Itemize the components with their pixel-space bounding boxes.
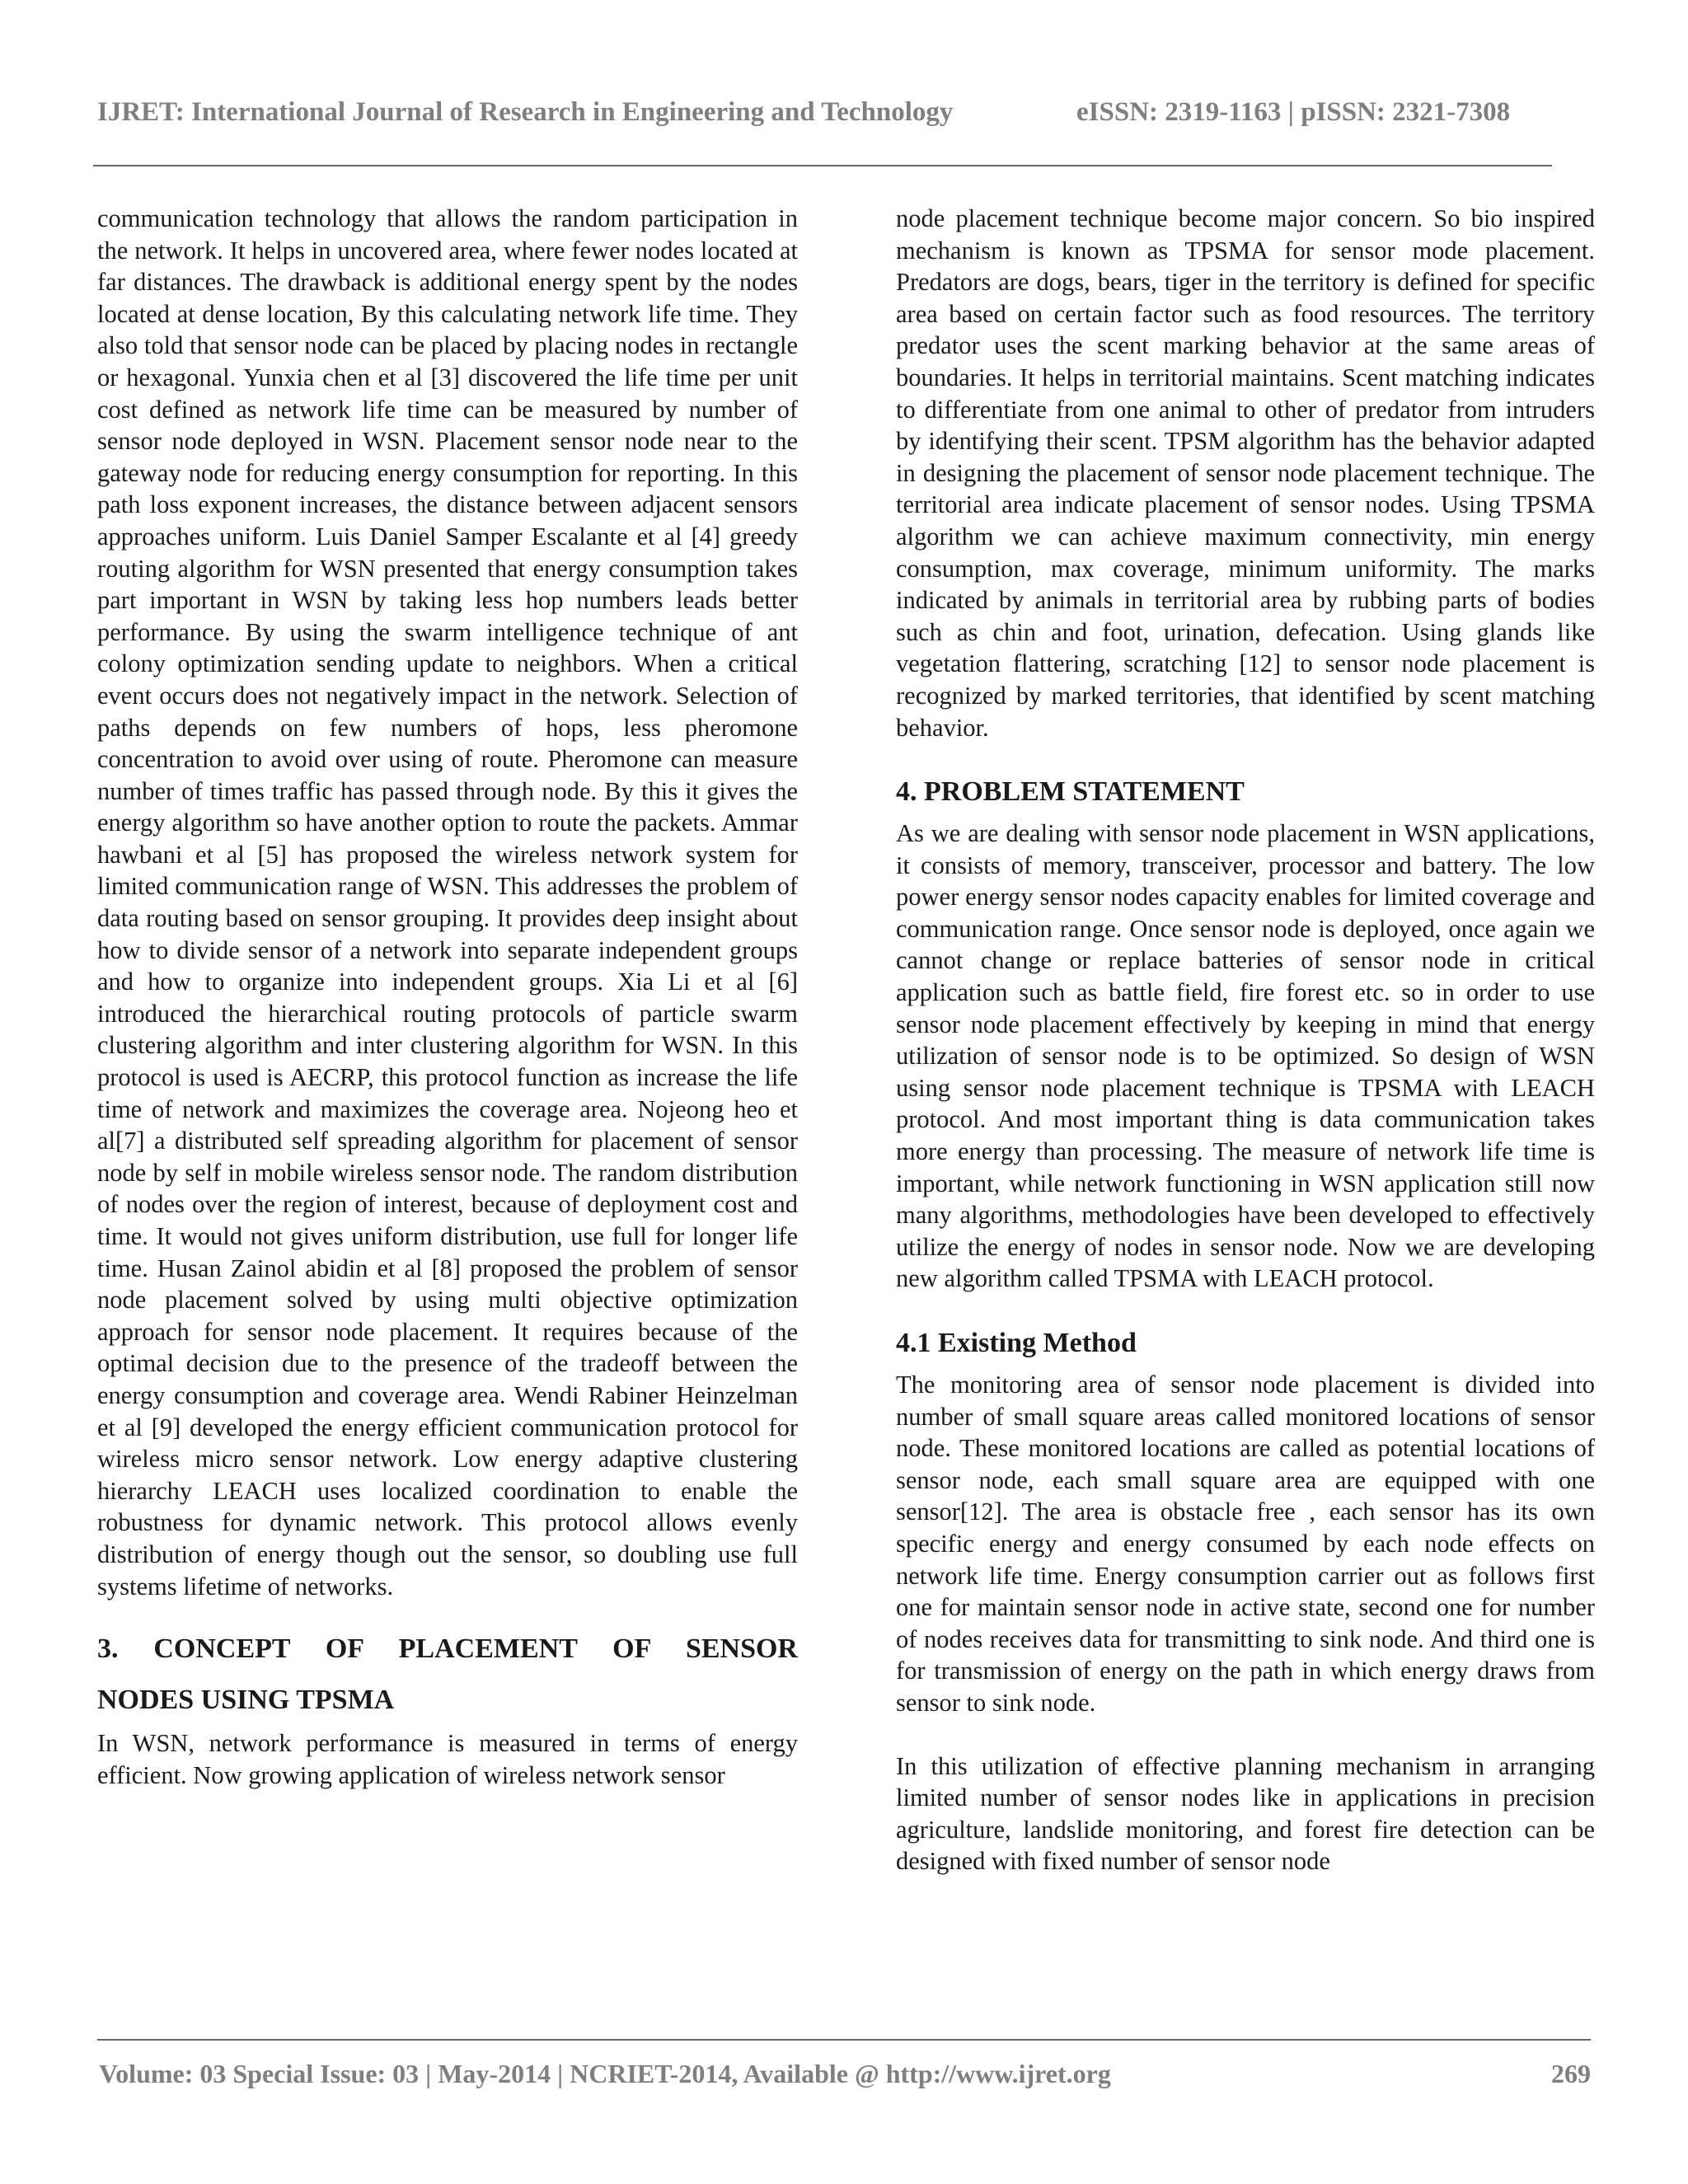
left-column xyxy=(97,203,798,1791)
page-footer xyxy=(99,2059,1591,2095)
section-4-1-paragraph-1: The monitoring area of sensor node placement is divided into number of small square areas called monitored locations of sensor node. These monitored locations are called as potential locations of sensor node, each small square area are equipped with one sensor[12]. The area is obstacle free , each sensor has its own specific energy and energy consumed by each node effects on network life time. Energy consumption carrier out as follows first one for maintain sensor node in active state, second one for number of nodes receives data for transmitting to sink node. And third one is for transmission of energy on the path in which energy draws from sensor to sink node. xyxy=(896,1371,1595,1717)
right-column xyxy=(896,203,1595,1877)
issn-info: eISSN: 2319-1163 | pISSN: 2321-7308 xyxy=(1076,97,1511,127)
journal-title: IJRET: International Journal of Research in Engineering and Technology xyxy=(97,97,954,127)
page-header xyxy=(97,97,1550,138)
section-4-paragraph: As we are dealing with sensor node placement in WSN applications, it consists of memory, transceiver, processor and battery. The low power energy sensor nodes capacity enables for limited coverage and communication range. Once sensor node is deployed, once again we cannot change or replace batteries of sensor node in critical application such as battle field, fire forest etc. so in order to use sensor node placement effectively by keeping in mind that energy utilization of sensor node is to be optimized. So design of WSN using sensor node placement technique is TPSMA with LEACH protocol. And most important thing is data communication takes more energy than processing. The measure of network life time is important, while network functioning in WSN application still now many algorithms, methodologies have been developed to effectively utilize the energy of nodes in sensor node. Now we are developing new algorithm called TPSMA with LEACH protocol. xyxy=(896,819,1595,1293)
section-3-heading-line-2: NODES USING TPSMA xyxy=(97,1685,395,1716)
page-number: 269 xyxy=(1551,2059,1591,2088)
section-4-1-paragraph-2: In this utilization of effective planning mechanism in arranging limited number of sensor nodes like in applications in precision agriculture, landslide monitoring, and forest fire detection can be designed with fixed number of sensor node xyxy=(896,1751,1595,1876)
section-3-paragraph: In WSN, network performance is measured in terms of energy efficient. Now growing application of wireless network sensor xyxy=(97,1729,798,1789)
header-divider xyxy=(93,165,1552,166)
section-3-heading-line-1: 3. CONCEPT OF PLACEMENT OF SENSOR xyxy=(97,1633,798,1665)
footer-divider xyxy=(97,2039,1591,2041)
section-4-1-heading: 4.1 Existing Method xyxy=(896,1328,1137,1358)
left-paragraph-1: communication technology that allows the random participation in the network. It helps in uncovered area, where fewer nodes located at far distances. The drawback is additional energy spent by the nodes located at dense location, By this calculating network life time. They also told that sensor node can be placed by placing nodes in rectangle or hexagonal. Yunxia chen et al [3] discovered the life time per unit cost defined as network life time can be measured by number of sensor node deployed in WSN. Placement sensor node near to the gateway node for reducing energy consumption for reporting. In this path loss exponent increases, the distance between adjacent sensors approaches uniform. Luis Daniel Samper Escalante et al [4] greedy routing algorithm for WSN presented that energy consumption takes part important in WSN by taking less hop numbers leads better performance. By using the swarm intelligence technique of ant colony optimization sending update to neighbors. When a critical event occurs does not negatively impact in the network. Selection of paths depends on few numbers of hops, less pheromone concentration to avoid over using of route. Pheromone can measure number of times traffic has passed through node. By this it gives the energy algorithm so have another option to route the packets. Ammar hawbani et al [5] has proposed the wireless network system for limited communication range of WSN. This addresses the problem of data routing based on sensor grouping. It provides deep insight about how to divide sensor of a network into separate independent groups and how to organize into independent groups. Xia Li et al [6] introduced the hierarchical routing protocols of particle swarm clustering algorithm and inter clustering algorithm for WSN. In this protocol is used is AECRP, this protocol function as increase the life time of network and maximizes the coverage area. Nojeong heo et al[7] a distributed self spreading algorithm for placement of sensor node by self in mobile wireless sensor node. The random distribution of nodes over the region of interest, because of deployment cost and time. It would not gives uniform distribution, use full for longer life time. Husan Zainol abidin et al [8] proposed the problem of sensor node placement solved by using multi objective optimization approach for sensor node placement. It requires because of the optimal decision due to the presence of the tradeoff between the energy consumption and coverage area. Wendi Rabiner Heinzelman et al [9] developed the energy efficient communication protocol for wireless micro sensor network. Low energy adaptive clustering hierarchy LEACH uses localized coordination to enable the robustness for dynamic network. This protocol allows evenly distribution of energy though out the sensor, so doubling use full systems lifetime of networks. xyxy=(97,204,798,1601)
footer-volume-info: Volume: 03 Special Issue: 03 | May-2014 | NCRIET-2014, Available @ http://www.ijret.org xyxy=(99,2059,1111,2088)
section-4-heading: 4. PROBLEM STATEMENT xyxy=(896,776,1245,808)
right-paragraph-1: node placement technique become major concern. So bio inspired mechanism is known as TPSMA for sensor mode placement. Predators are dogs, bears, tiger in the territory is defined for specific area based on certain factor such as food resources. The territory predator uses the scent marking behavior at the same areas of boundaries. It helps in territorial maintains. Scent matching indicates to differentiate from one animal to other of predator from intruders by identifying their scent. TPSM algorithm has the behavior adapted in designing the placement of sensor node placement technique. The territorial area indicate placement of sensor nodes. Using TPSMA algorithm we can achieve maximum connectivity, min energy consumption, max coverage, minimum uniformity. The marks indicated by animals in territorial area by rubbing parts of bodies such as chin and foot, urination, defecation. Using glands like vegetation flattering, scratching [12] to sensor node placement is recognized by marked territories, that identified by scent matching behavior. xyxy=(896,204,1595,742)
